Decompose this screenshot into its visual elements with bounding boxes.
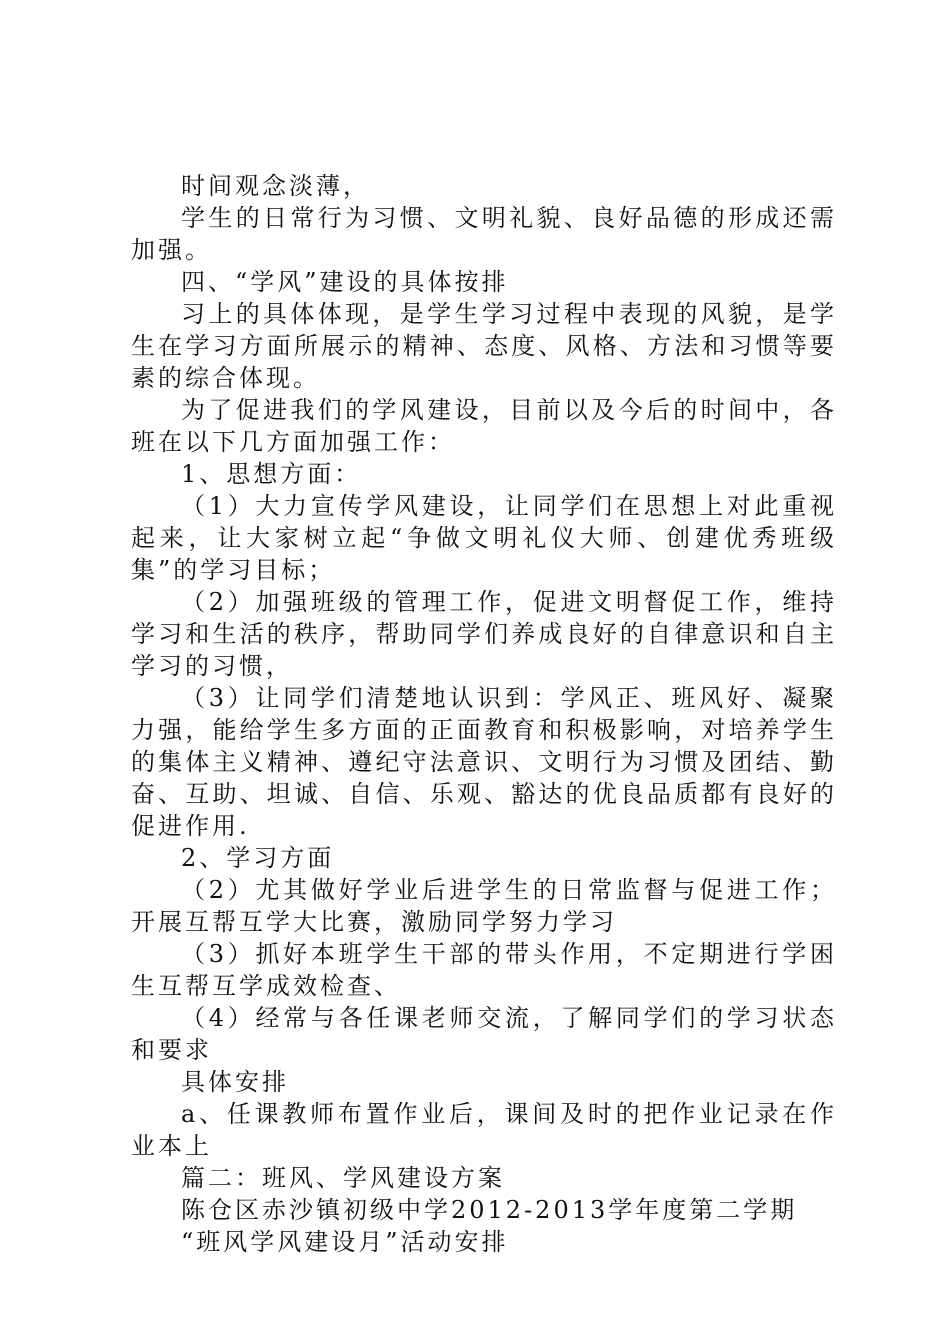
list-item: （3）让同学们清楚地认识到：学风正、班风好、凝聚力强，能给学生多方面的正面教育和积极影响，对培养学生的集体主义精神、遵纪守法意识、文明行为习惯及团结、勤奋、互助、坦诚、自信、乐观、豁达的优良品质都有良好的促进作用. (131, 684, 837, 840)
paragraph: 具体安排 (181, 1068, 289, 1096)
document-body (131, 170, 837, 1258)
list-item: （2）尤其做好学业后进学生的日常监督与促进工作；开展互帮互学大比赛，激励同学努力学习 (131, 876, 837, 936)
list-item: （4）经常与各任课老师交流，了解同学们的学习状态和要求 (131, 1004, 837, 1064)
paragraph: 时间观念淡薄， (181, 172, 370, 200)
section-heading: 篇二：班风、学风建设方案 (181, 1164, 505, 1192)
section-heading: 四、“学风”建设的具体按排 (181, 268, 509, 296)
subsection-heading: 1、思想方面： (181, 460, 362, 488)
paragraph: a、任课教师布置作业后，课间及时的把作业记录在作业本上 (131, 1100, 837, 1160)
paragraph: 为了促进我们的学风建设，目前以及今后的时间中，各班在以下几方面加强工作： (131, 396, 837, 456)
paragraph: 学生的日常行为习惯、文明礼貌、良好品德的形成还需加强。 (131, 204, 837, 264)
list-item: （1）大力宣传学风建设，让同学们在思想上对此重视起来，让大家树立起“争做文明礼仪大师、创建优秀班级集”的学习目标； (131, 492, 837, 584)
paragraph: “班风学风建设月”活动安排 (181, 1228, 509, 1256)
subsection-heading: 2、学习方面 (181, 844, 335, 872)
list-item: （2）加强班级的管理工作，促进文明督促工作，维持学习和生活的秩序，帮助同学们养成良好的自律意识和自主学习的习惯， (131, 588, 837, 680)
paragraph: 陈仓区赤沙镇初级中学2012-2013学年度第二学期 (181, 1196, 798, 1224)
list-item: （3）抓好本班学生干部的带头作用，不定期进行学困生互帮互学成效检查、 (131, 940, 837, 1000)
paragraph: 习上的具体体现，是学生学习过程中表现的风貌，是学生在学习方面所展示的精神、态度、风格、方法和习惯等要素的综合体现。 (131, 300, 837, 392)
